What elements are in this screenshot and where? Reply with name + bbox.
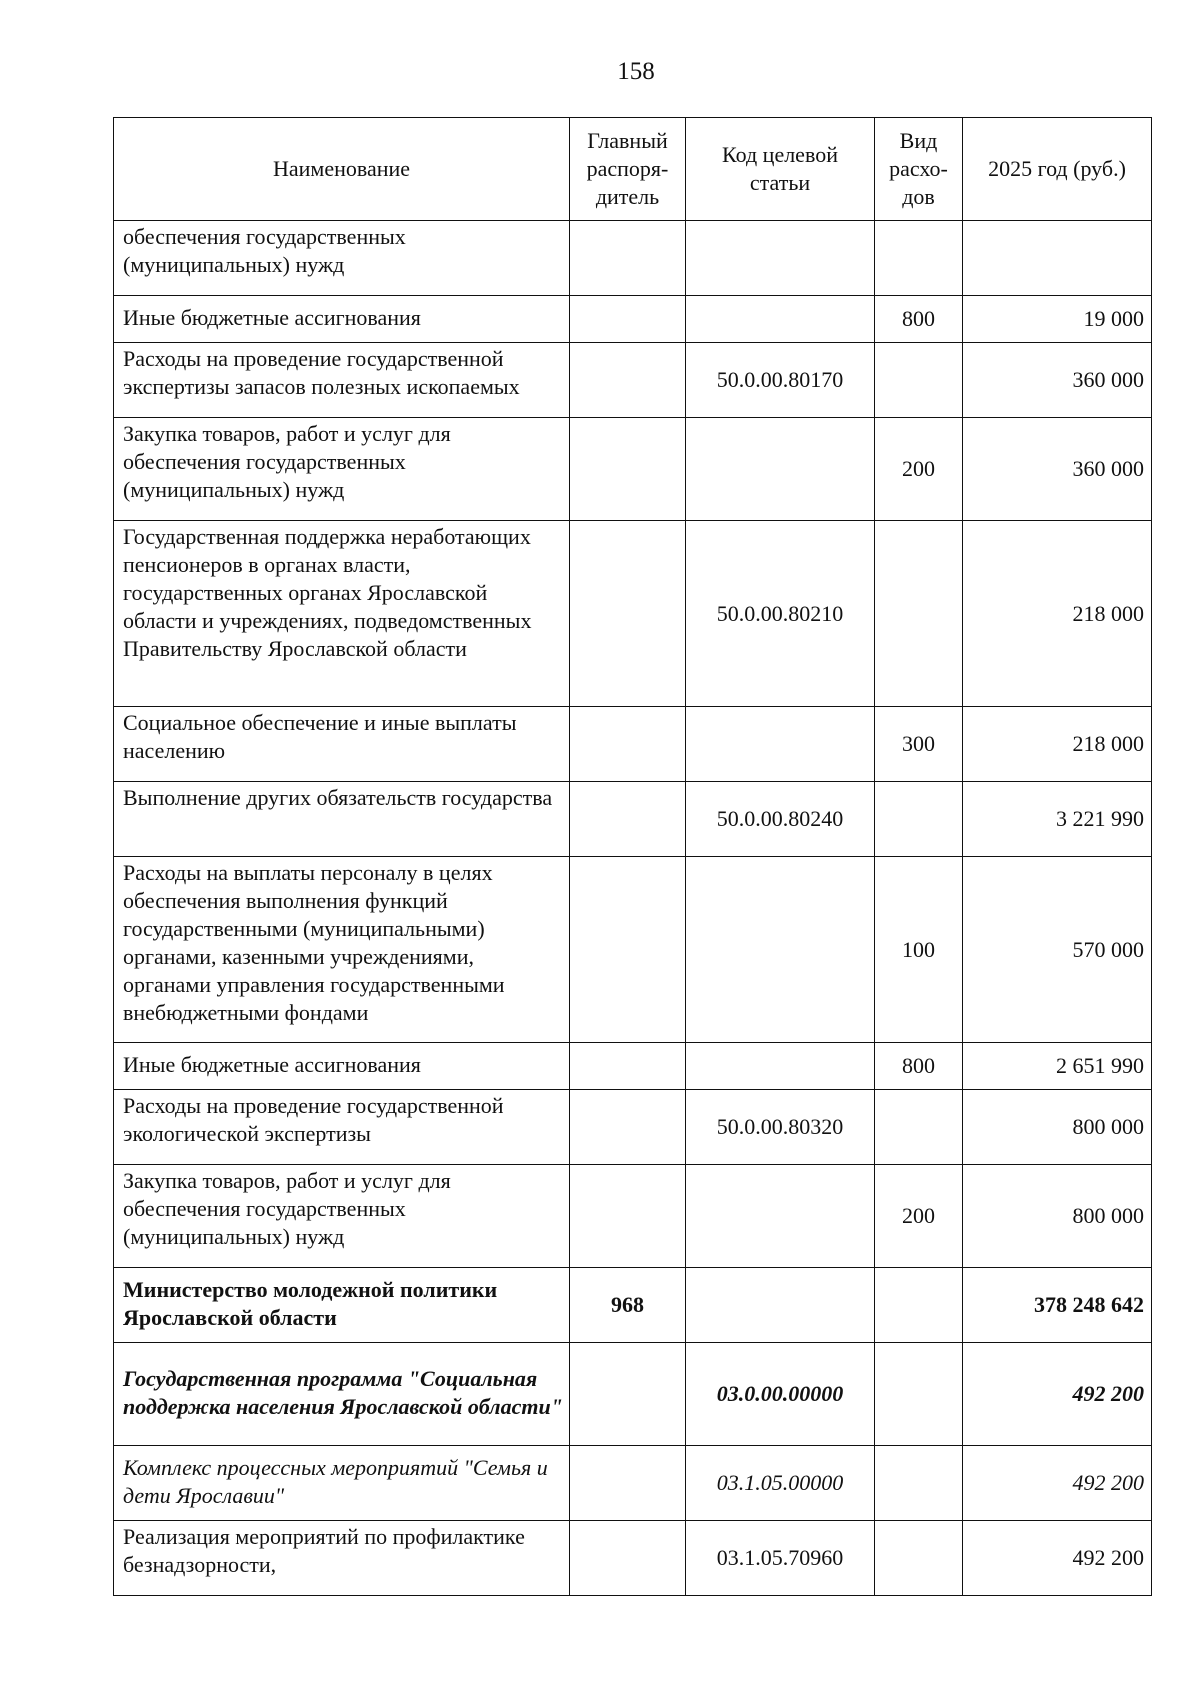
- row-code: 50.0.00.80320: [686, 1090, 875, 1165]
- row-code: 03.0.00.00000: [686, 1343, 875, 1446]
- table-row: [114, 418, 1152, 521]
- row-amount: 570 000: [963, 857, 1152, 1043]
- row-name: Выполнение других обязательств государства: [114, 782, 570, 857]
- row-name: Расходы на проведение государственной экологической экспертизы: [114, 1090, 570, 1165]
- row-code: [686, 1268, 875, 1343]
- row-chief: [570, 418, 686, 521]
- row-chief: [570, 1343, 686, 1446]
- row-name: Закупка товаров, работ и услуг для обеспечения государственных (муниципальных) нужд: [114, 418, 570, 521]
- row-amount: 3 221 990: [963, 782, 1152, 857]
- row-type: [875, 221, 963, 296]
- row-name: Государственная программа "Социальная поддержка населения Ярославской области": [114, 1343, 570, 1446]
- table-row: [114, 1521, 1152, 1596]
- row-amount: 800 000: [963, 1165, 1152, 1268]
- row-amount: 19 000: [963, 296, 1152, 343]
- row-name: Государственная поддержка неработающих пенсионеров в органах власти, государственных органах Ярославской области и учреждениях, подведомственных Правительству Ярославской области: [114, 521, 570, 707]
- row-code: [686, 857, 875, 1043]
- row-name: Закупка товаров, работ и услуг для обеспечения государственных (муниципальных) нужд: [114, 1165, 570, 1268]
- row-type: 200: [875, 1165, 963, 1268]
- header-amount: 2025 год (руб.): [963, 118, 1152, 221]
- row-type: [875, 782, 963, 857]
- row-chief: [570, 1043, 686, 1090]
- row-code: 03.1.05.70960: [686, 1521, 875, 1596]
- row-name: Иные бюджетные ассигнования: [114, 296, 570, 343]
- row-type: 300: [875, 707, 963, 782]
- row-chief: [570, 1165, 686, 1268]
- header-type: Вид расхо-дов: [875, 118, 963, 221]
- row-amount: [963, 221, 1152, 296]
- row-code: 03.1.05.00000: [686, 1446, 875, 1521]
- table-row: [114, 1043, 1152, 1090]
- row-code: 50.0.00.80170: [686, 343, 875, 418]
- table-row: [114, 857, 1152, 1043]
- row-code: [686, 1043, 875, 1090]
- row-chief: [570, 1090, 686, 1165]
- row-amount: 378 248 642: [963, 1268, 1152, 1343]
- table-row: [114, 343, 1152, 418]
- row-amount: 360 000: [963, 418, 1152, 521]
- row-name: Иные бюджетные ассигнования: [114, 1043, 570, 1090]
- row-type: 200: [875, 418, 963, 521]
- row-name: Реализация мероприятий по профилактике безнадзорности,: [114, 1521, 570, 1596]
- row-name: Расходы на проведение государственной экспертизы запасов полезных ископаемых: [114, 343, 570, 418]
- row-chief: [570, 1446, 686, 1521]
- table-row: [114, 221, 1152, 296]
- budget-table: [113, 117, 1152, 1596]
- row-chief: [570, 1521, 686, 1596]
- row-name: Расходы на выплаты персоналу в целях обеспечения выполнения функций государственными (муниципальными) органами, казенными учреждениями, органами управления государственными внебюджетными фондами: [114, 857, 570, 1043]
- row-type: 100: [875, 857, 963, 1043]
- row-name: обеспечения государственных (муниципальных) нужд: [114, 221, 570, 296]
- row-type: 800: [875, 1043, 963, 1090]
- row-type: [875, 1268, 963, 1343]
- row-code: [686, 1165, 875, 1268]
- row-code: 50.0.00.80240: [686, 782, 875, 857]
- row-code: [686, 418, 875, 521]
- row-chief: [570, 707, 686, 782]
- row-chief: [570, 782, 686, 857]
- row-chief: [570, 296, 686, 343]
- row-name: Комплекс процессных мероприятий "Семья и дети Ярославии": [114, 1446, 570, 1521]
- row-amount: 492 200: [963, 1521, 1152, 1596]
- row-amount: 218 000: [963, 521, 1152, 707]
- row-type: [875, 1343, 963, 1446]
- row-type: [875, 1521, 963, 1596]
- row-amount: 2 651 990: [963, 1043, 1152, 1090]
- table-row: [114, 1343, 1152, 1446]
- header-chief: Главный распоря-дитель: [570, 118, 686, 221]
- row-code: [686, 296, 875, 343]
- row-chief: [570, 221, 686, 296]
- header-name: Наименование: [114, 118, 570, 221]
- row-chief: [570, 857, 686, 1043]
- row-type: [875, 521, 963, 707]
- row-type: [875, 1446, 963, 1521]
- row-chief: 968: [570, 1268, 686, 1343]
- row-type: [875, 1090, 963, 1165]
- row-amount: 360 000: [963, 343, 1152, 418]
- table-row: [114, 1165, 1152, 1268]
- table-row: [114, 296, 1152, 343]
- row-code: [686, 221, 875, 296]
- row-name: Министерство молодежной политики Ярославской области: [114, 1268, 570, 1343]
- row-name: Социальное обеспечение и иные выплаты населению: [114, 707, 570, 782]
- row-chief: [570, 343, 686, 418]
- row-amount: 492 200: [963, 1343, 1152, 1446]
- table-row: [114, 521, 1152, 707]
- row-type: [875, 343, 963, 418]
- table-row: [114, 707, 1152, 782]
- row-type: 800: [875, 296, 963, 343]
- page-number: 158: [617, 58, 655, 85]
- row-amount: 800 000: [963, 1090, 1152, 1165]
- row-amount: 492 200: [963, 1446, 1152, 1521]
- table-row: [114, 782, 1152, 857]
- table-row: [114, 1090, 1152, 1165]
- table-row: [114, 1446, 1152, 1521]
- row-code: 50.0.00.80210: [686, 521, 875, 707]
- table-row: [114, 1268, 1152, 1343]
- row-chief: [570, 521, 686, 707]
- header-code: Код целевой статьи: [686, 118, 875, 221]
- row-code: [686, 707, 875, 782]
- row-amount: 218 000: [963, 707, 1152, 782]
- header-row: [114, 118, 1152, 221]
